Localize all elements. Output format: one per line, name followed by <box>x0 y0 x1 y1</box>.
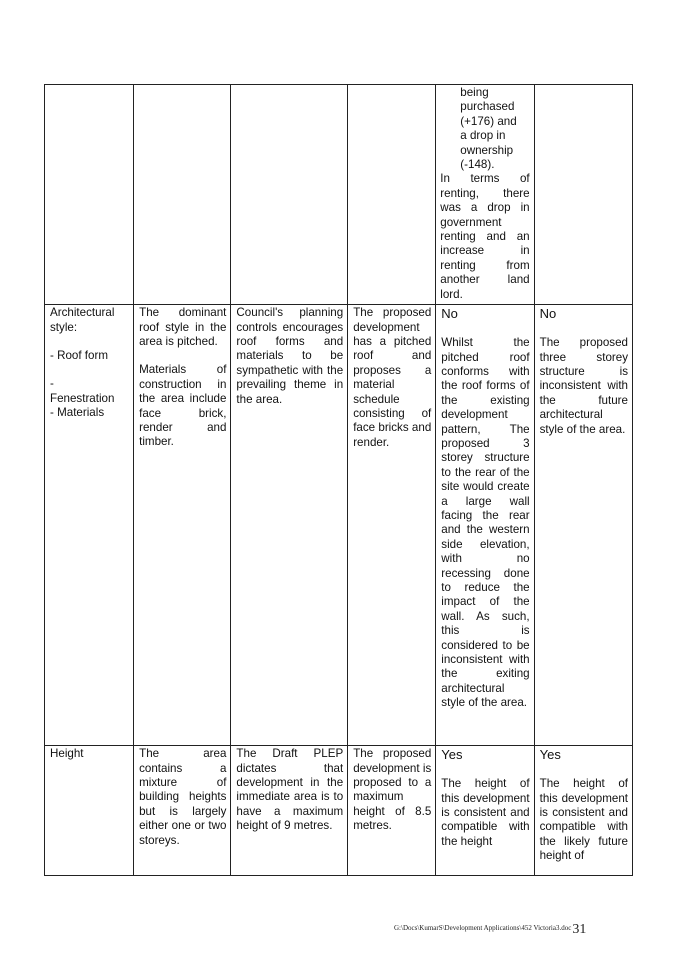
criteria-title: Architectural style: <box>50 306 115 334</box>
existing-cell <box>134 85 231 305</box>
page-number: 31 <box>572 922 587 937</box>
table-row-height <box>45 746 633 876</box>
criteria-item-roof: - Roof form <box>50 348 108 362</box>
controls-cell <box>231 85 348 305</box>
compliance-text: Whilst the pitched roof conforms with the roof forms of the existing development pattern, The proposed 3 storey structure to the rear of the site would create a large wall facing the rear and the western side elevation, with no recessing done to reduce the impact of the wall. As such, this is considered to be inconsistent with the exiting architectural style of the area. <box>441 336 530 710</box>
proposal-text: The proposed development is proposed to a maximum height of 8.5 metres. <box>353 747 432 833</box>
existing-materials-text: Materials of construction in the area include face brick, render and timber. <box>139 363 227 449</box>
controls-text: Council's planning controls encourages roof forms and materials to be sympathetic with the prevailing theme in the area. <box>236 306 344 406</box>
controls-cell <box>231 305 348 746</box>
renting-note: In terms of renting, there was a drop in government renting and an increase in renting from another land lord. <box>440 172 530 301</box>
criteria-cell <box>45 305 134 746</box>
table-row-architectural <box>45 305 633 746</box>
compliance-verdict: No <box>441 306 458 322</box>
criteria-item-materials: - Materials <box>50 406 105 420</box>
controls-text: The Draft PLEP dictates that development in the immediate area is to have a maximum height of 9 metres. <box>236 747 344 833</box>
existing-cell <box>134 746 231 876</box>
existing-roof-text: The dominant roof style in the area is pitched. <box>139 306 227 348</box>
proposal-cell <box>348 85 436 305</box>
criteria-item-fenestration: Fenestration <box>50 391 115 405</box>
future-cell <box>534 746 632 876</box>
compliance-cell <box>436 746 534 876</box>
ownership-note: being purchased (+176) and a drop in ownership (-148). <box>460 86 517 172</box>
future-cell <box>534 85 632 305</box>
future-verdict: No <box>539 306 557 322</box>
criteria-cell <box>45 746 134 876</box>
proposal-cell <box>348 305 436 746</box>
future-verdict: Yes <box>539 747 561 763</box>
compliance-cell <box>436 85 534 305</box>
assessment-table <box>44 84 633 876</box>
criteria-title: Height <box>50 747 84 761</box>
controls-cell <box>231 746 348 876</box>
table-row-continued <box>45 85 633 305</box>
future-text: The height of this development is consistent and compatible with the likely future height of <box>539 777 628 863</box>
proposal-cell <box>348 746 436 876</box>
file-path: G:\Docs\KumarS\Development Applications\452 Victoria3.doc <box>394 924 572 932</box>
existing-text: The area contains a mixture of building heights but is largely either one or two storeys. <box>139 747 227 847</box>
future-cell <box>534 305 632 746</box>
criteria-item-dash: - <box>50 377 54 391</box>
existing-cell <box>134 305 231 746</box>
compliance-cell <box>436 305 534 746</box>
proposal-text: The proposed development has a pitched roof and proposes a material schedule consisting of face bricks and render. <box>353 306 432 449</box>
future-text: The proposed three storey structure is inconsistent with the future architectural style of the area. <box>539 336 628 436</box>
page-footer <box>394 922 654 938</box>
compliance-text: The height of this development is consistent and compatible with the height <box>441 777 530 848</box>
criteria-cell <box>45 85 134 305</box>
compliance-verdict: Yes <box>441 747 463 763</box>
